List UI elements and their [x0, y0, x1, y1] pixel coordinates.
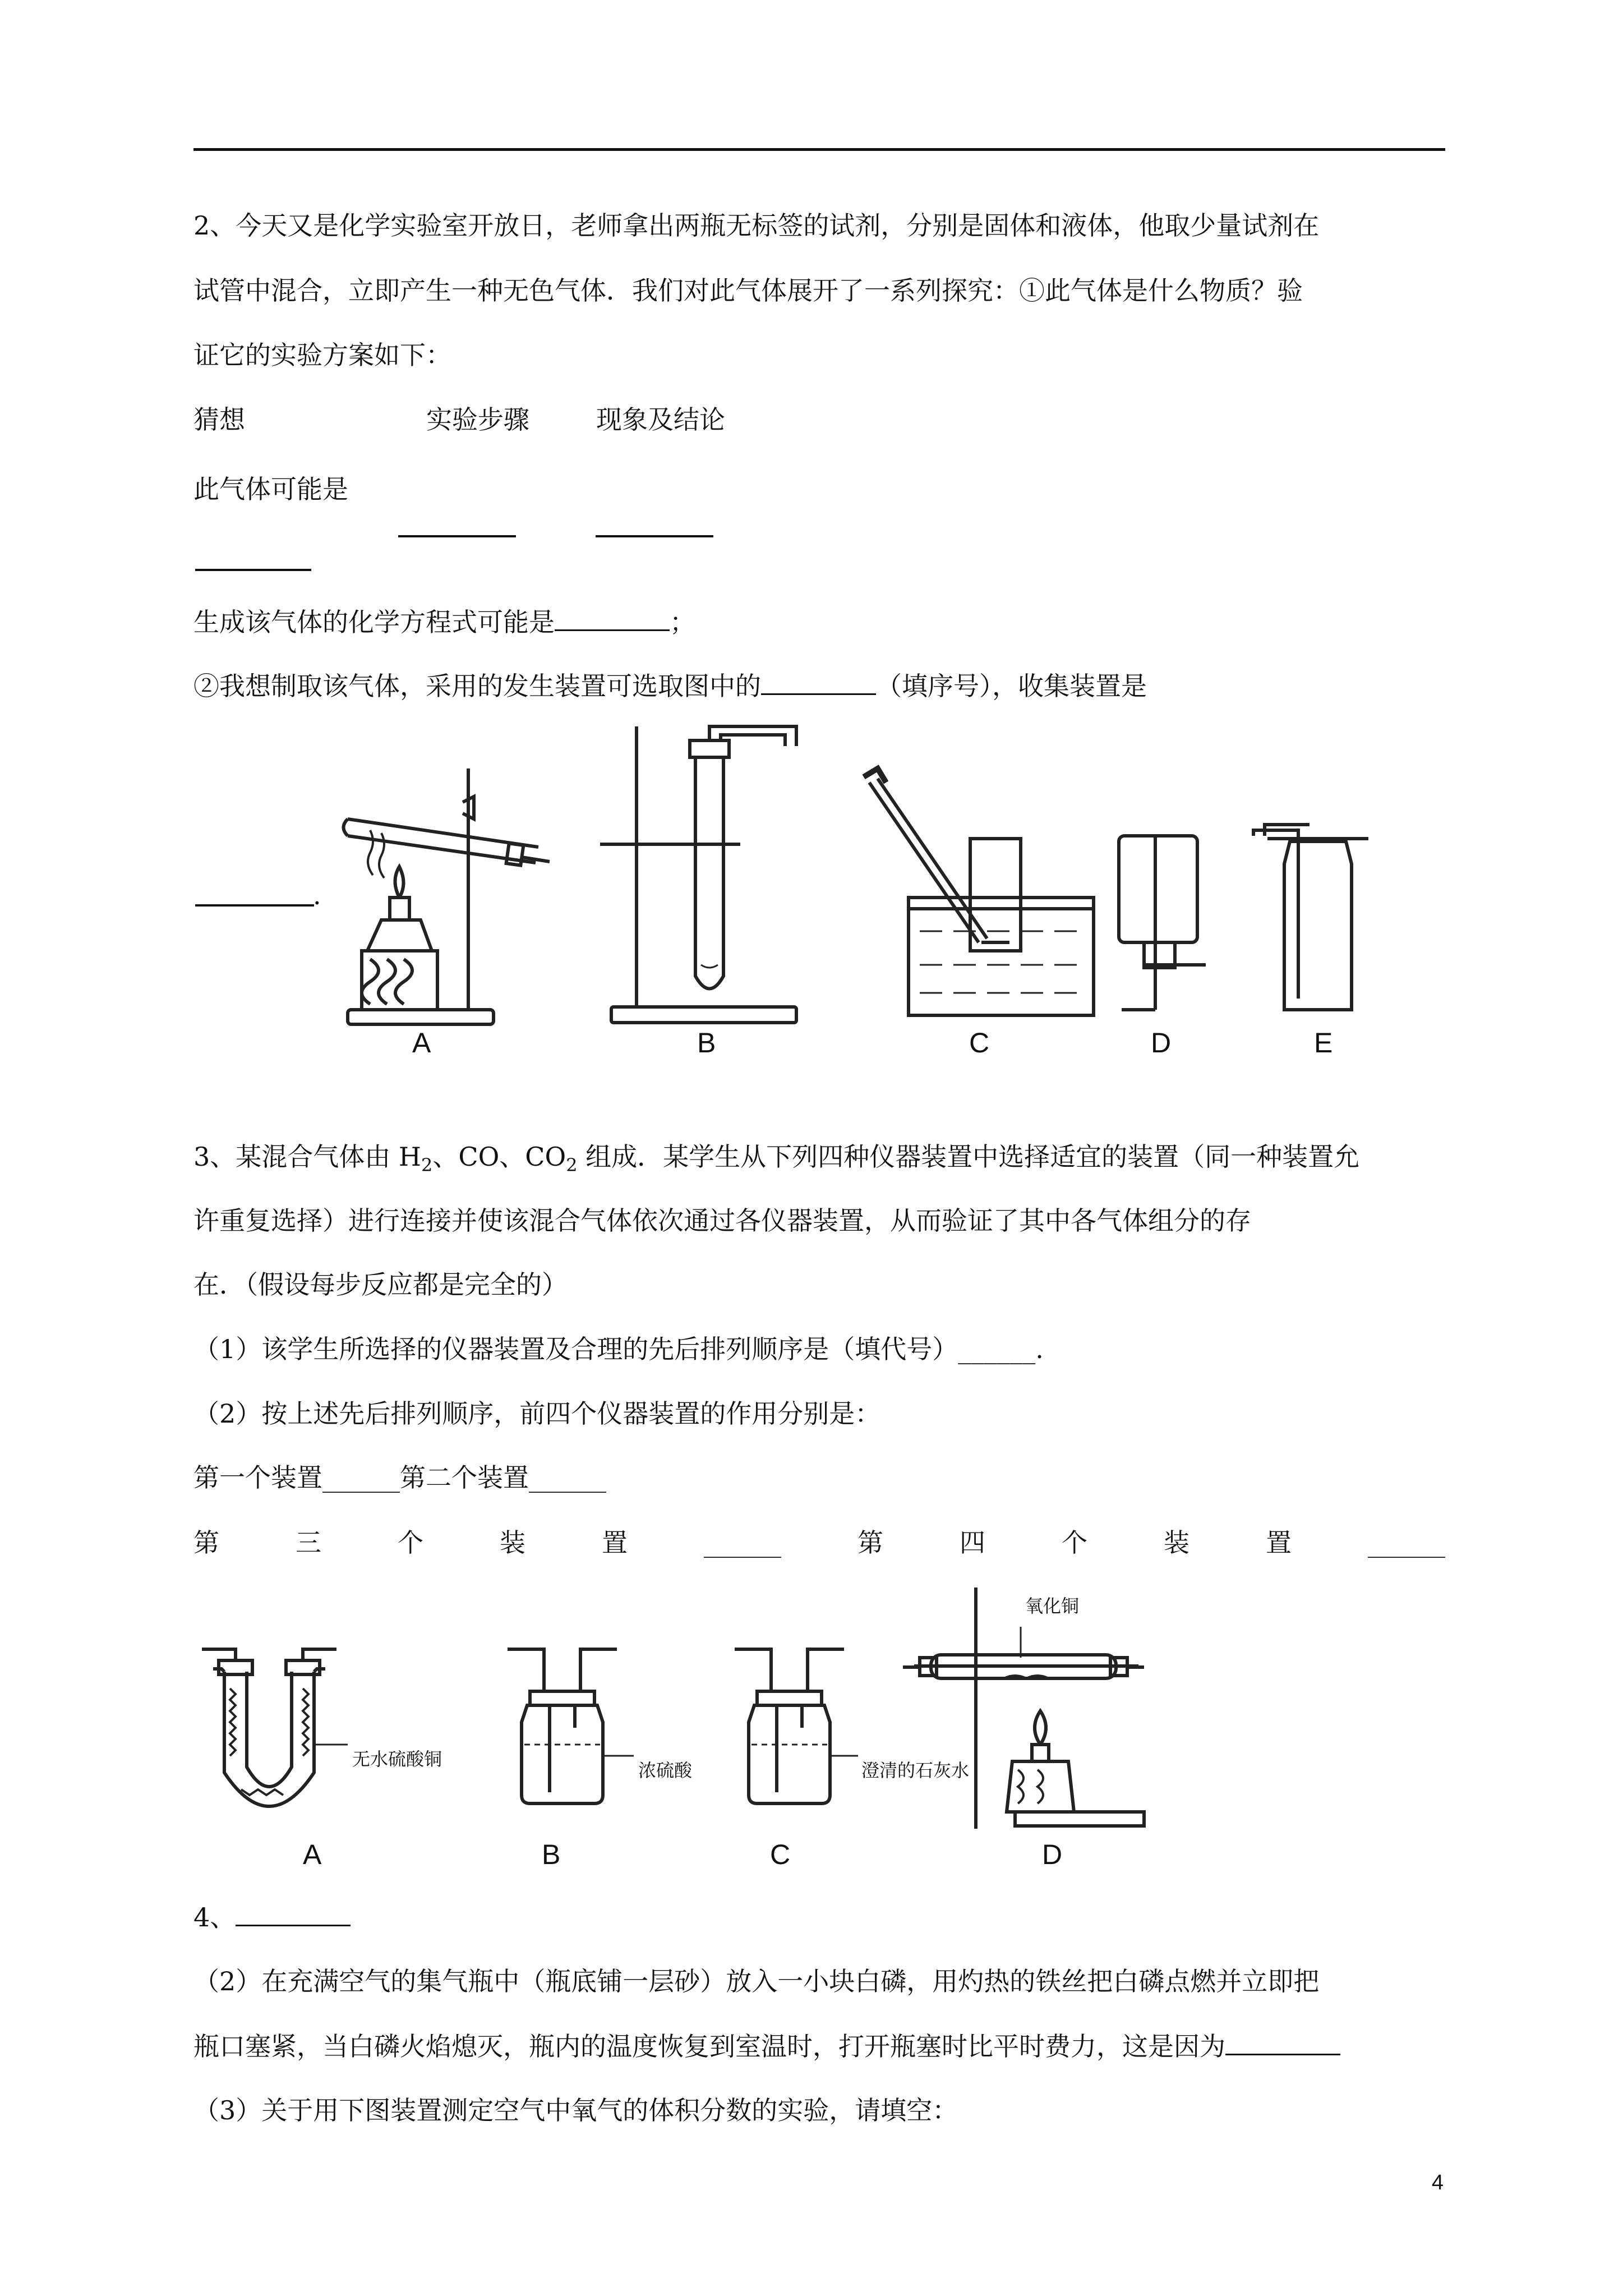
apparatus-b-test-tube — [600, 726, 796, 1023]
q3-sub1 — [193, 1332, 1044, 1366]
q2-table-header-guess: 猜想 — [193, 404, 245, 435]
q3-dev4-char: 装 — [1164, 1527, 1189, 1558]
q4-head — [193, 1900, 351, 1934]
q3-caption-b: 浓硫酸 — [638, 1760, 693, 1781]
q3-device-line-1 — [193, 1461, 606, 1494]
apparatus-d-combustion-tube — [903, 1588, 1144, 1829]
q3-dev2-blank[interactable]: ______ — [529, 1462, 606, 1493]
q3-line-1-c: 组成．某学生从下列四种仪器装置中选择适宜的装置（同一种装置允 — [577, 1142, 1360, 1172]
q2-part2-text-a: ②我想制取该气体，采用的发生装置可选取图中的 — [193, 671, 761, 701]
q2-fig-label-a: A — [412, 1027, 431, 1059]
q2-fig-label-d: D — [1151, 1027, 1172, 1059]
q3-sub2: （2）按上述先后排列顺序，前四个仪器装置的作用分别是： — [193, 1398, 881, 1429]
q3-dev4-blank[interactable]: ______ — [1368, 1527, 1445, 1558]
q3-fig-label-d: D — [1042, 1839, 1063, 1870]
apparatus-d-bottle — [1119, 836, 1206, 1010]
q2-line-1: 2、今天又是化学实验室开放日，老师拿出两瓶无标签的试剂，分别是固体和液体，他取少量试剂在 — [193, 210, 1320, 241]
q3-dev4-char: 四 — [960, 1527, 985, 1558]
q3-dev3-char: 置 — [602, 1527, 628, 1558]
apparatus-a-u-tube — [202, 1649, 348, 1806]
q2-generator-blank[interactable] — [761, 669, 876, 695]
q4-sub2-line-2 — [193, 2029, 1340, 2063]
q2-table-header-result: 现象及结论 — [596, 404, 725, 435]
q3-dev2-label: 第二个装置 — [400, 1462, 529, 1493]
q2-equation-end: ； — [670, 607, 695, 637]
q3-dev4-char: 第 — [857, 1527, 883, 1558]
q2-fig-label-e: E — [1314, 1027, 1333, 1059]
q4-sub2-blank[interactable] — [1225, 2029, 1340, 2055]
q3-dev3-blank[interactable]: ______ — [704, 1527, 781, 1558]
page-number: 4 — [1431, 2171, 1444, 2194]
q4-sub2-line-1: （2）在充满空气的集气瓶中（瓶底铺一层砂）放入一小块白磷，用灼热的铁丝把白磷点燃并立即把 — [193, 1966, 1320, 1996]
q3-line-1-sub1: 2 — [421, 1154, 433, 1176]
q3-dev4-char: 置 — [1266, 1527, 1292, 1558]
q2-blank-steps[interactable] — [398, 535, 516, 537]
q2-blank-guess[interactable] — [195, 569, 311, 571]
q4-blank-1[interactable] — [236, 1900, 351, 1926]
q3-dev3-char: 装 — [500, 1527, 525, 1558]
q3-dev3-char: 三 — [296, 1527, 321, 1558]
apparatus-a-heating — [344, 769, 550, 1024]
q3-caption-a: 无水硫酸铜 — [352, 1749, 442, 1770]
q2-part2-text-b: （填序号），收集装置是 — [876, 671, 1147, 701]
q2-guess-text: 此气体可能是 — [193, 474, 348, 504]
q2-equation-blank[interactable] — [555, 605, 670, 631]
q4-sub2-line-2-text: 瓶口塞紧，当白磷火焰熄灭，瓶内的温度恢复到室温时，打开瓶塞时比平时费力，这是因为 — [193, 2031, 1225, 2062]
header-rule — [193, 148, 1445, 151]
q2-blank-result[interactable] — [596, 535, 713, 537]
q3-fig-label-b: B — [542, 1839, 561, 1870]
q3-dev4-char: 个 — [1062, 1527, 1087, 1558]
q3-line-1-a: 3、某混合气体由 H — [193, 1142, 422, 1172]
q3-line-1 — [193, 1140, 1359, 1182]
q2-line-2: 试管中混合，立即产生一种无色气体．我们对此气体展开了一系列探究：①此气体是什么物质？验 — [193, 275, 1303, 306]
q3-sub1-text: （1）该学生所选择的仪器装置及合理的先后排列顺序是（填代号） — [193, 1334, 958, 1364]
q2-part2-line — [193, 669, 1147, 703]
q2-collector-blank[interactable] — [195, 904, 314, 907]
q3-sub1-end: . — [1035, 1334, 1044, 1364]
q2-equation-text: 生成该气体的化学方程式可能是 — [193, 607, 555, 637]
apparatus-b-wash-bottle — [508, 1649, 634, 1803]
q2-part2-end: . — [313, 880, 321, 910]
q4-number: 4、 — [193, 1902, 236, 1932]
q3-line-1-sub2: 2 — [566, 1154, 578, 1176]
q3-dev1-label: 第一个装置 — [193, 1462, 322, 1493]
q2-apparatus-figure — [336, 718, 1402, 1066]
q3-dev1-blank[interactable]: ______ — [322, 1462, 400, 1493]
q2-line-3: 证它的实验方案如下： — [193, 340, 451, 370]
q3-line-1-b: 、CO、CO — [432, 1142, 566, 1172]
q3-line-2: 许重复选择）进行连接并使该混合气体依次通过各仪器装置，从而验证了其中各气体组分的存 — [193, 1205, 1251, 1236]
q4-sub3: （3）关于用下图装置测定空气中氧气的体积分数的实验，请填空： — [193, 2095, 958, 2125]
q3-device-line-2 — [193, 1526, 1445, 1559]
q3-caption-d: 氧化铜 — [1025, 1595, 1080, 1617]
q2-equation-line — [193, 605, 695, 639]
apparatus-c-water-trough — [864, 769, 1094, 1015]
q3-sub1-blank[interactable]: ______ — [958, 1334, 1036, 1364]
q3-dev3-char: 个 — [398, 1527, 423, 1558]
q2-table-header-steps: 实验步骤 — [426, 404, 529, 435]
q3-fig-label-c: C — [770, 1839, 791, 1870]
q3-caption-c: 澄清的石灰水 — [861, 1760, 970, 1781]
apparatus-e-bottle — [1253, 825, 1368, 1010]
q3-line-3: 在．（假设每步反应都是完全的） — [193, 1269, 568, 1300]
q2-fig-label-b: B — [697, 1027, 716, 1059]
q3-dev3-char: 第 — [193, 1527, 219, 1558]
q2-fig-label-c: C — [969, 1027, 990, 1059]
q3-fig-label-a: A — [303, 1839, 322, 1870]
apparatus-c-wash-bottle — [735, 1649, 858, 1803]
